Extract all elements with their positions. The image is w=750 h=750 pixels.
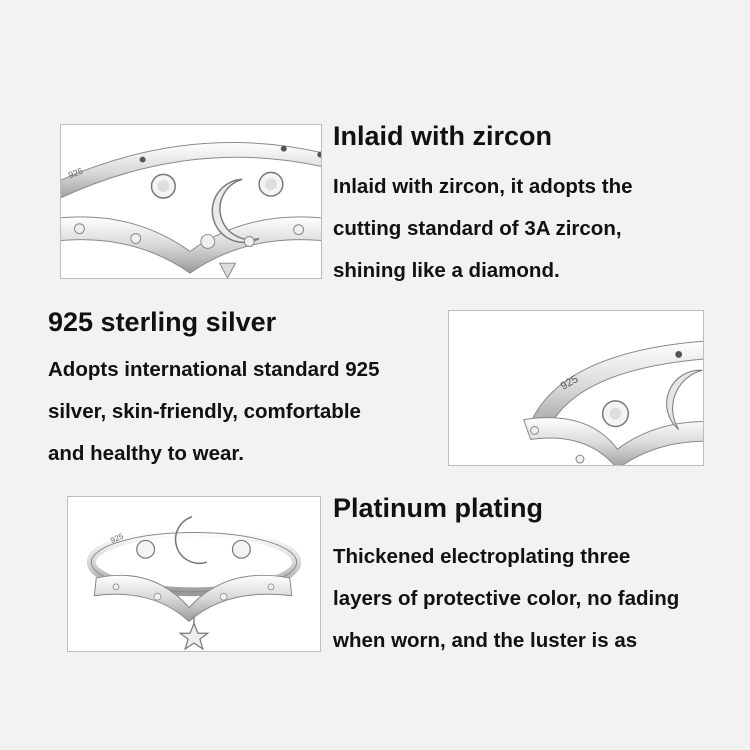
ring-moon-closeup-illustration — [61, 125, 321, 278]
body-line: cutting standard of 3A zircon, — [333, 217, 622, 240]
section-title-silver: 925 sterling silver — [48, 307, 277, 337]
section-title-zircon: Inlaid with zircon — [333, 121, 553, 151]
body-line: Thickened electroplating three — [333, 545, 631, 568]
body-line: when worn, and the luster is as — [333, 629, 638, 652]
section-body-zircon — [333, 166, 633, 292]
zircon-stone-icon — [603, 401, 629, 427]
platinum-ring-image — [67, 496, 321, 652]
zircon-stone-icon — [137, 540, 251, 558]
ring-full-view-illustration — [68, 497, 320, 651]
svg-text:925: 925 — [66, 165, 85, 181]
silver-ring-image — [448, 310, 704, 466]
body-line: layers of protective color, no fading — [333, 587, 680, 610]
star-pendant-icon — [180, 623, 208, 649]
body-line: shining like a diamond. — [333, 259, 560, 282]
body-line: silver, skin-friendly, comfortable — [48, 400, 361, 423]
section-body-platinum — [333, 536, 679, 662]
ring-925-stamp-illustration — [449, 311, 703, 465]
body-line: and healthy to wear. — [48, 442, 244, 465]
section-body-silver — [48, 349, 379, 475]
body-line: Inlaid with zircon, it adopts the — [333, 175, 633, 198]
svg-text:925: 925 — [109, 531, 125, 546]
svg-text:925: 925 — [558, 373, 581, 393]
body-line: Adopts international standard 925 — [48, 358, 380, 381]
zircon-ring-image — [60, 124, 322, 279]
section-title-platinum: Platinum plating — [333, 493, 544, 523]
